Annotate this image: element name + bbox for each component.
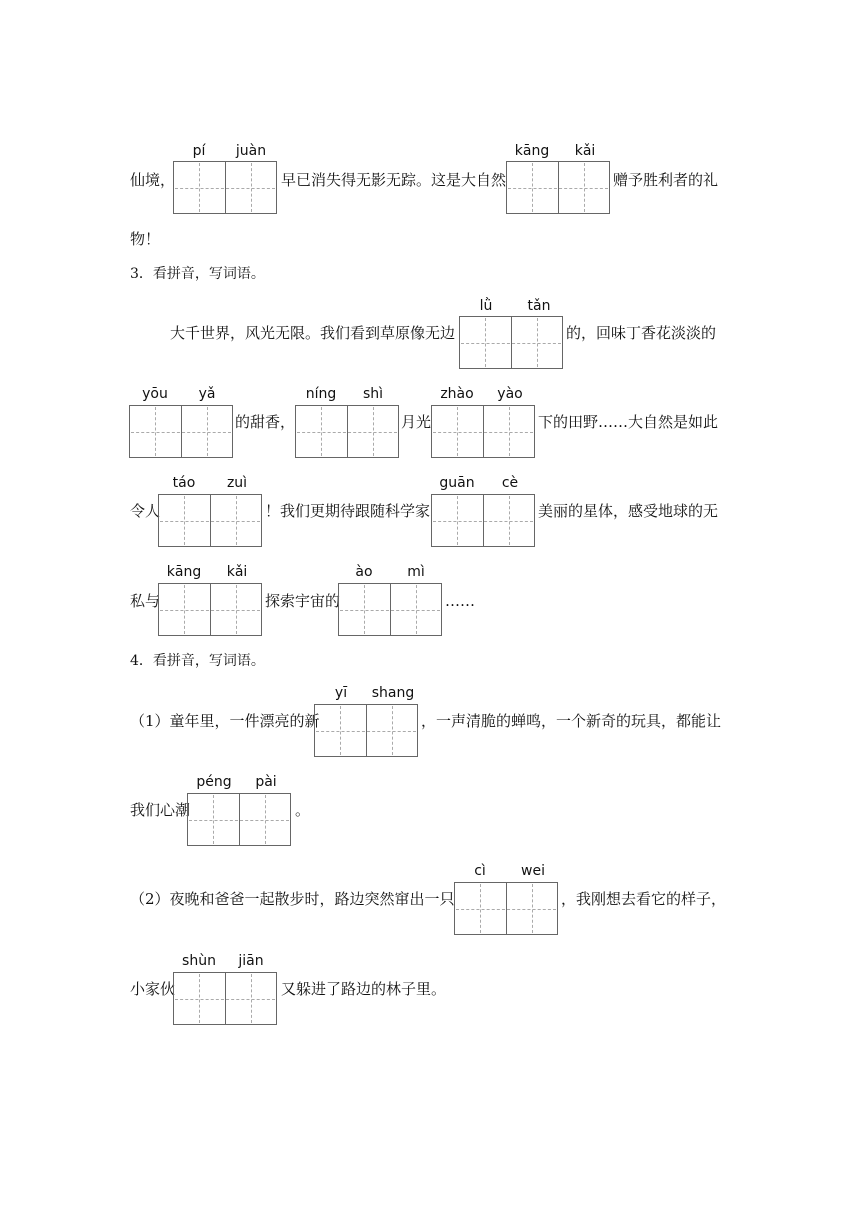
- q4-p1-period: 。: [295, 801, 311, 819]
- q3-line1-end: 的，回味丁香花淡淡的: [566, 324, 717, 342]
- q4-p1-rest: ，一声清脆的蝉鸣，一个新奇的玩具，都能让: [421, 712, 722, 730]
- text-wu: 物！: [130, 230, 161, 248]
- pinyin-jian: jiān: [238, 953, 264, 969]
- pinyin-peng: péng: [196, 774, 232, 790]
- answer-grid-shunjian[interactable]: [173, 972, 277, 1025]
- pinyin-shang: shang: [371, 685, 415, 701]
- pinyin-mi: mì: [407, 564, 425, 580]
- q3-line3-lingren: 令人: [130, 502, 161, 520]
- answer-grid-youya[interactable]: [129, 405, 233, 458]
- answer-grid-taozui[interactable]: [158, 494, 262, 547]
- answer-grid-ciwei[interactable]: [454, 882, 558, 935]
- answer-grid-pengpai[interactable]: [187, 793, 291, 846]
- q4-p1-xinchao: 我们心潮: [130, 801, 191, 819]
- pinyin-wei: wei: [521, 863, 545, 879]
- answer-grid-aomi[interactable]: [338, 583, 442, 636]
- answer-grid-pijuan[interactable]: [173, 161, 277, 214]
- answer-grid-zhaoyao[interactable]: [431, 405, 535, 458]
- q3-line4-yuzhou: 探索宇宙的: [265, 592, 341, 610]
- pinyin-pi: pí: [192, 143, 206, 159]
- q3-line3-kexuejia: ！我们更期待跟随科学家: [265, 502, 431, 520]
- pinyin-ya: yǎ: [198, 386, 216, 402]
- answer-grid-ningshi[interactable]: [295, 405, 399, 458]
- pinyin-tan: tǎn: [527, 298, 551, 314]
- q4-p2-rest: ，我刚想去看它的样子，: [561, 890, 727, 908]
- q4-p1-text: （1）童年里，一件漂亮的新: [130, 712, 320, 730]
- q3-line2-tianxiang: 的甜香，: [235, 413, 296, 431]
- question-3-heading: 3．看拼音，写词语。: [130, 266, 265, 282]
- pinyin-shi: shì: [362, 386, 384, 402]
- pinyin-kai-1: kǎi: [574, 143, 596, 159]
- answer-grid-kangkai-1[interactable]: [506, 161, 610, 214]
- pinyin-ao: ào: [355, 564, 373, 580]
- pinyin-kai-2: kǎi: [226, 564, 248, 580]
- q4-p2-text: （2）夜晚和爸爸一起散步时，路边突然窜出一只: [130, 890, 455, 908]
- q3-line4-siyu: 私与: [130, 592, 161, 610]
- pinyin-shun: shùn: [182, 953, 216, 969]
- pinyin-yao: yào: [497, 386, 523, 402]
- q4-p2-xiaojiahuo: 小家伙: [130, 980, 176, 998]
- q3-line2-tianye: 下的田野……大自然是如此: [538, 413, 719, 431]
- pinyin-yi: yī: [334, 685, 348, 701]
- q3-line4-ellipsis: ……: [445, 592, 475, 610]
- pinyin-ning: níng: [305, 386, 337, 402]
- text-zaoyi: 早已消失得无影无踪。这是大自然: [281, 171, 507, 189]
- pinyin-ce: cè: [501, 475, 519, 491]
- text-xianjing: 仙境，: [130, 171, 176, 189]
- pinyin-ci: cì: [474, 863, 486, 879]
- q4-p2-end: 又躲进了路边的林子里。: [281, 980, 447, 998]
- pinyin-guan: guān: [439, 475, 475, 491]
- answer-grid-kangkai-2[interactable]: [158, 583, 262, 636]
- pinyin-kang-2: kāng: [166, 564, 202, 580]
- q3-line2-yueguang: 月光: [401, 413, 432, 431]
- answer-grid-yishang[interactable]: [314, 704, 418, 757]
- q3-line3-xingti: 美丽的星体，感受地球的无: [538, 502, 719, 520]
- answer-grid-guance[interactable]: [431, 494, 535, 547]
- answer-grid-lvtan[interactable]: [459, 316, 563, 369]
- pinyin-pai: pài: [255, 774, 277, 790]
- q3-line1-text: 大千世界，风光无限。我们看到草原像无边: [170, 324, 456, 342]
- text-zengyu: 赠予胜利者的礼: [613, 171, 719, 189]
- pinyin-lv: lǜ: [479, 298, 493, 314]
- pinyin-you: yōu: [142, 386, 168, 402]
- pinyin-juan: juàn: [235, 143, 267, 159]
- pinyin-tao: táo: [172, 475, 196, 491]
- pinyin-zhao: zhào: [440, 386, 474, 402]
- pinyin-zui: zuì: [226, 475, 248, 491]
- pinyin-kang-1: kāng: [514, 143, 550, 159]
- question-4-heading: 4．看拼音，写词语。: [130, 653, 265, 669]
